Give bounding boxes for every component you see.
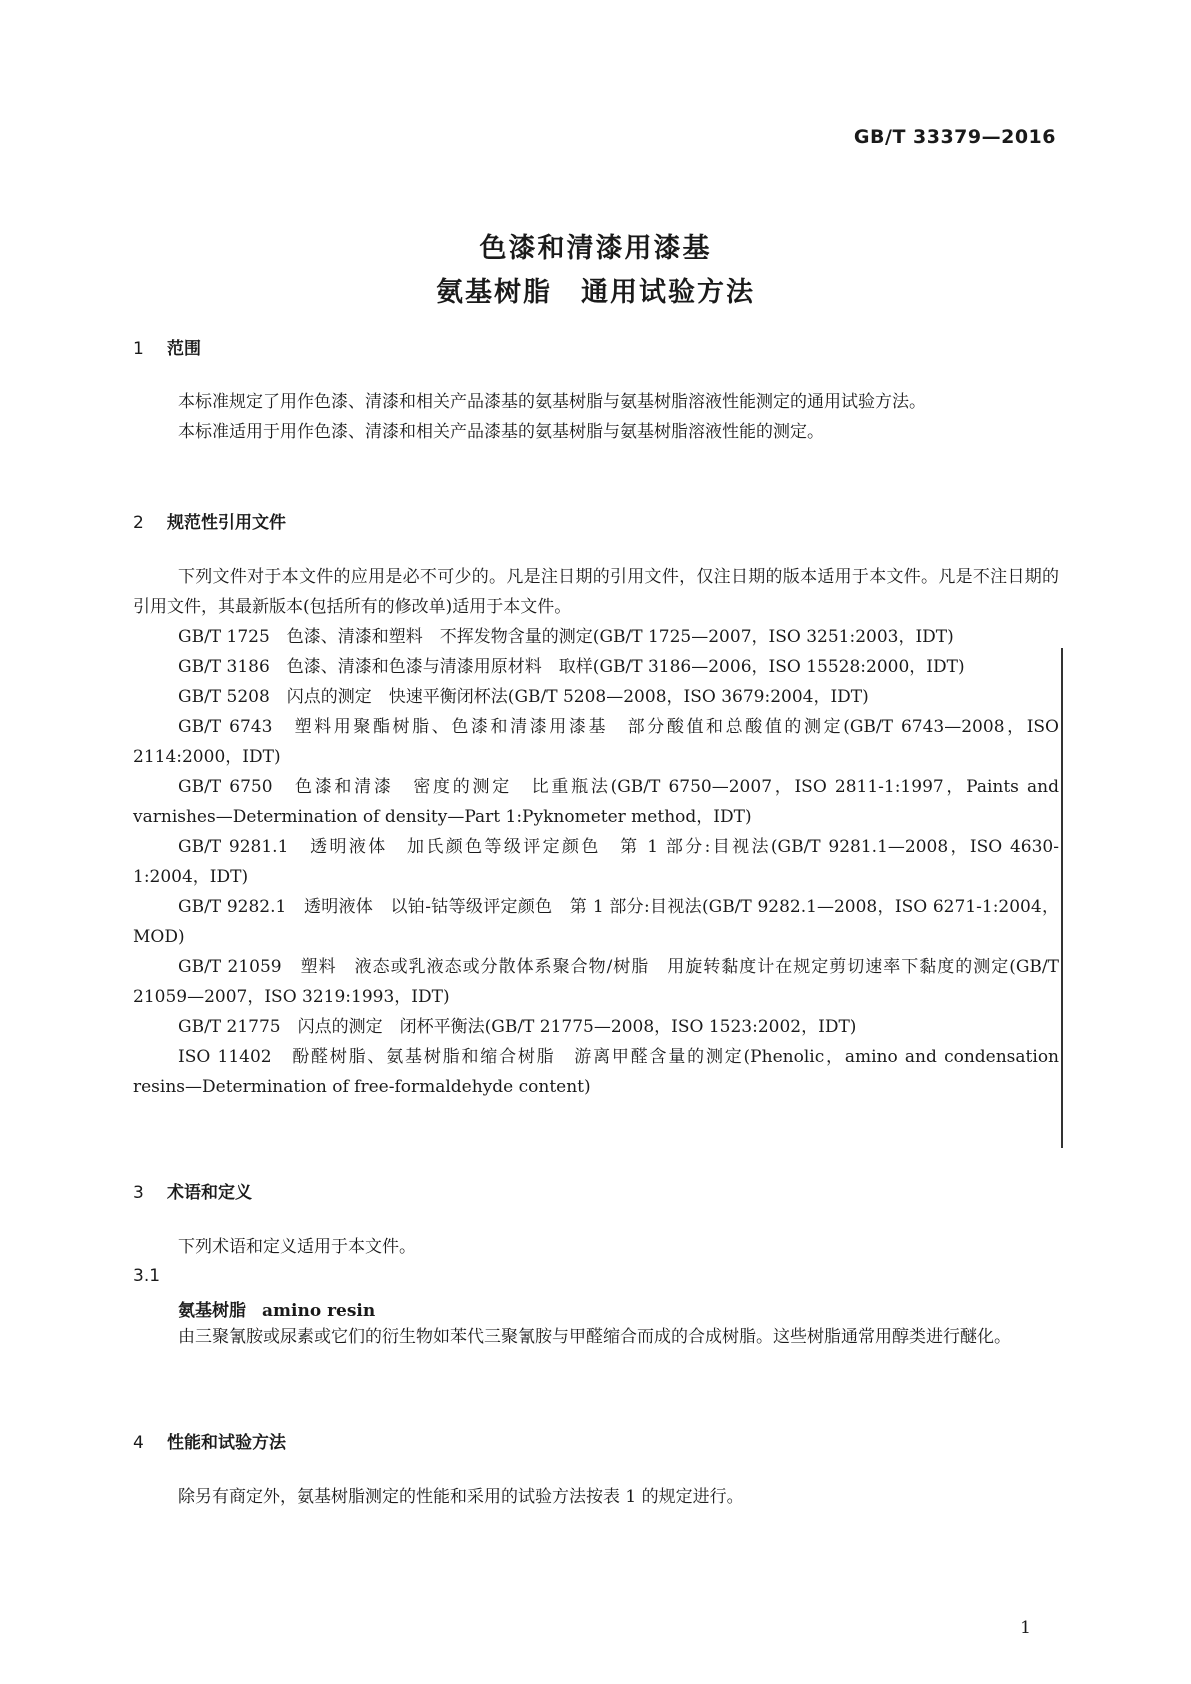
- section-3-intro: [133, 1232, 1059, 1262]
- reference-item: GB/T 9281.1 透明液体 加氏颜色等级评定颜色 第 1 部分:目视法(GB/T 9281.1—2008，ISO 4630-1:2004，IDT): [133, 837, 1059, 887]
- reference-item: GB/T 3186 色漆、清漆和色漆与清漆用原材料 取样(GB/T 3186—2006，ISO 15528:2000，IDT): [178, 657, 965, 677]
- section-3-heading: [133, 1178, 252, 1203]
- paragraph: 由三聚氰胺或尿素或它们的衍生物如苯代三聚氰胺与甲醛缩合而成的合成树脂。这些树脂通常用醇类进行醚化。: [178, 1327, 1011, 1347]
- standard-code: GB/T 33379—2016: [853, 126, 1056, 148]
- term-english: amino resin: [262, 1301, 376, 1321]
- paragraph: 下列术语和定义适用于本文件。: [178, 1237, 416, 1257]
- section-4-heading: [133, 1428, 286, 1453]
- section-1-heading: [133, 334, 201, 359]
- section-number: 2: [133, 513, 144, 533]
- document-title-line1: 色漆和清漆用漆基: [479, 233, 712, 264]
- page-number: 1: [1020, 1618, 1031, 1638]
- reference-item: ISO 11402 酚醛树脂、氨基树脂和缩合树脂 游离甲醛含量的测定(Phenolic，amino and condensation resins—Determination of free-formaldehyde content): [133, 1047, 1059, 1097]
- section-2-body: [133, 562, 1059, 1102]
- reference-item: GB/T 9282.1 透明液体 以铂-钴等级评定颜色 第 1 部分:目视法(GB/T 9282.1—2008，ISO 6271-1:2004，MOD): [133, 897, 1059, 947]
- paragraph: 除另有商定外，氨基树脂测定的性能和采用的试验方法按表 1 的规定进行。: [178, 1487, 744, 1507]
- section-number: 4: [133, 1433, 144, 1453]
- reference-item: GB/T 5208 闪点的测定 快速平衡闭杯法(GB/T 5208—2008，ISO 3679:2004，IDT): [178, 687, 869, 707]
- reference-item: GB/T 6743 塑料用聚酯树脂、色漆和清漆用漆基 部分酸值和总酸值的测定(GB/T 6743—2008，ISO 2114:2000，IDT): [133, 717, 1059, 767]
- paragraph: 本标准适用于用作色漆、清漆和相关产品漆基的氨基树脂与氨基树脂溶液性能的测定。: [178, 422, 824, 442]
- section-title: 性能和试验方法: [167, 1433, 286, 1453]
- section-4-body: [133, 1482, 1059, 1512]
- term-chinese: 氨基树脂: [178, 1301, 246, 1321]
- section-title: 范围: [167, 339, 201, 359]
- section-number: 1: [133, 339, 144, 359]
- section-title: 术语和定义: [167, 1183, 252, 1203]
- term-definition: [133, 1322, 1059, 1352]
- reference-item: GB/T 21059 塑料 液态或乳液态或分散体系聚合物/树脂 用旋转黏度计在规定剪切速率下黏度的测定(GB/T 21059—2007，ISO 3219:1993，IDT): [133, 957, 1059, 1007]
- reference-item: GB/T 21775 闪点的测定 闭杯平衡法(GB/T 21775—2008，ISO 1523:2002，IDT): [178, 1017, 857, 1037]
- revision-bar: [1061, 648, 1063, 1148]
- reference-item: GB/T 1725 色漆、清漆和塑料 不挥发物含量的测定(GB/T 1725—2007，ISO 3251:2003，IDT): [178, 627, 954, 647]
- term-number: 3.1: [133, 1266, 161, 1286]
- paragraph: 本标准规定了用作色漆、清漆和相关产品漆基的氨基树脂与氨基树脂溶液性能测定的通用试验方法。: [178, 392, 926, 412]
- term-entry: [178, 1296, 375, 1321]
- reference-item: GB/T 6750 色漆和清漆 密度的测定 比重瓶法(GB/T 6750—2007，ISO 2811-1:1997，Paints and varnishes—Determination of density—Part 1:Pyknometer method，IDT): [133, 777, 1059, 827]
- document-title-line2: 氨基树脂 通用试验方法: [436, 277, 755, 308]
- section-title: 规范性引用文件: [167, 513, 286, 533]
- section-1-body: [133, 387, 1059, 447]
- paragraph: 下列文件对于本文件的应用是必不可少的。凡是注日期的引用文件，仅注日期的版本适用于本文件。凡是不注日期的引用文件，其最新版本(包括所有的修改单)适用于本文件。: [133, 567, 1059, 617]
- section-2-heading: [133, 508, 286, 533]
- section-number: 3: [133, 1183, 144, 1203]
